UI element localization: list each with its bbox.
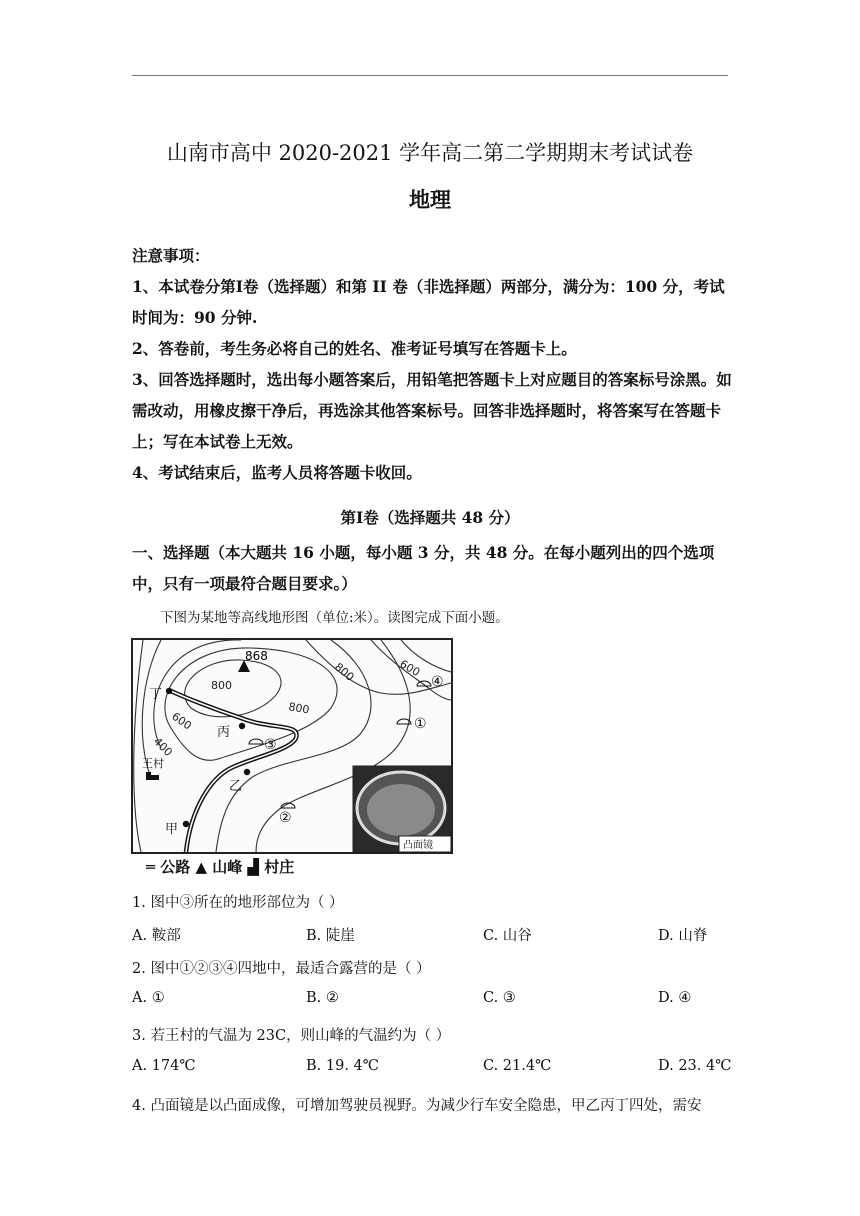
site-1: ① — [414, 716, 427, 732]
notes-block — [132, 240, 732, 488]
svg-text:800: 800 — [332, 660, 357, 684]
svg-text:400: 400 — [150, 734, 175, 759]
question-stem: 2. 图中①②③④四地中，最适合露营的是（ ） — [132, 961, 431, 977]
svg-text:600: 600 — [169, 709, 194, 733]
inset-caption: 凸面镜 — [403, 840, 433, 851]
header-rule — [132, 75, 728, 76]
section-title: 第Ⅰ卷（选择题共 48 分） — [340, 508, 520, 527]
option: B. ② — [306, 990, 339, 1006]
option: A. 鞍部 — [132, 928, 181, 944]
svg-text:800: 800 — [287, 700, 311, 717]
figure-intro: 下图为某地等高线地形图（单位:米）。读图完成下面小题。 — [160, 610, 509, 626]
village-icon — [146, 772, 151, 780]
note-item: 2、答卷前，考生务必将自己的姓名、准考证号填写在答题卡上。 — [132, 339, 577, 358]
note-item: 4、考试结束后，监考人员将答题卡收回。 — [132, 463, 422, 482]
svg-text:600: 600 — [397, 657, 423, 680]
part-one-instructions: 一、选择题（本大题共 16 小题，每小题 3 分，共 48 分。在每小题列出的四个选项中，只有一项最符合题目要求。） — [132, 543, 715, 593]
contour-map — [131, 638, 453, 854]
option: C. 21.4℃ — [483, 1058, 552, 1074]
exam-title: 山南市高中 2020-2021 学年高二第二学期期末考试试卷 — [166, 141, 694, 165]
note-item: 1、本试卷分第Ⅰ卷（选择题）和第 II 卷（非选择题）两部分，满分为：100 分，考试时间为：90 分钟. — [132, 277, 725, 327]
option: D. ④ — [658, 990, 692, 1006]
site-3: ③ — [264, 737, 277, 753]
svg-text:800: 800 — [211, 679, 232, 692]
peak-label: 868 — [245, 649, 268, 663]
option: B. 陡崖 — [306, 928, 355, 944]
convex-mirror-inset — [353, 766, 451, 852]
place-yi: 乙 — [229, 779, 243, 794]
option: B. 19. 4℃ — [306, 1058, 379, 1074]
site-4: ④ — [431, 674, 444, 690]
option: C. ③ — [483, 990, 516, 1006]
site-2: ② — [279, 810, 292, 826]
place-ding: 丁 — [149, 687, 163, 702]
map-legend: ═ 公路 ▲ 山峰 ▟ 村庄 — [146, 858, 295, 876]
option: D. 山脊 — [658, 928, 708, 944]
option: C. 山谷 — [483, 928, 532, 944]
place-wangcun: 王村 — [142, 757, 164, 770]
question-stem: 3. 若王村的气温为 23C，则山峰的气温约为（ ） — [132, 1028, 451, 1044]
place-jia: 甲 — [165, 822, 179, 837]
option: A. 174℃ — [132, 1058, 196, 1074]
question-stem: 1. 图中③所在的地形部位为（ ） — [132, 895, 344, 911]
notes-heading: 注意事项： — [132, 246, 210, 265]
exam-subject: 地理 — [409, 187, 451, 212]
question-stem: 4. 凸面镜是以凸面成像，可增加驾驶员视野。为减少行车安全隐患，甲乙丙丁四处，需安 — [132, 1098, 702, 1114]
note-item: 3、回答选择题时，选出每小题答案后，用铅笔把答题卡上对应题目的答案标号涂黑。如需改动，用橡皮擦干净后，再选涂其他答案标号。回答非选择题时，将答案写在答题卡上；写在本试卷上无效。 — [132, 370, 732, 451]
place-bing: 丙 — [217, 725, 231, 740]
option: D. 23. 4℃ — [658, 1058, 732, 1074]
option: A. ① — [132, 990, 165, 1006]
